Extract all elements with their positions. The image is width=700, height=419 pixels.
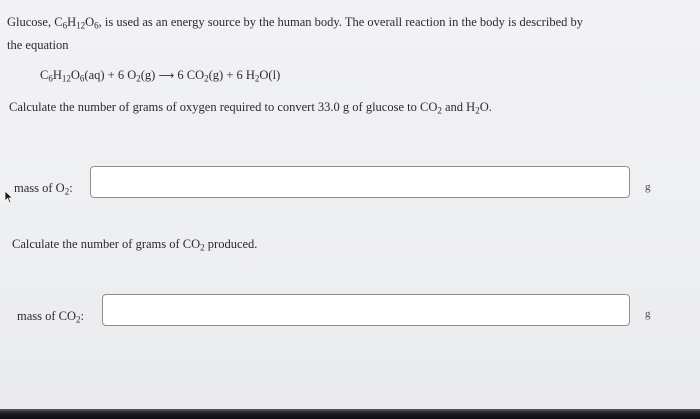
question-intro-line1: Glucose, $C_6H_{12}O_6$, is used as an energy source by the human body. The overall reaction in the body is described by	[7, 15, 583, 31]
prompt-co2: Calculate the number of grams of $CO_2$ produced.	[12, 237, 258, 253]
question-intro-line2: the equation	[7, 38, 69, 52]
reaction-equation: $C_6H_{12}O_6(aq) + 6$ $O_2(g)$ ⟶ 6 $CO_2(g) + 6$ $H_2O(l)$	[40, 68, 281, 84]
mouse-pointer-icon	[4, 190, 14, 204]
screen-bottom-edge	[0, 409, 700, 419]
mass-o2-input[interactable]	[90, 166, 630, 198]
reaction-arrow: ⟶	[158, 69, 175, 82]
reactant-glucose: $C_6H_{12}O_6(aq)$	[40, 68, 105, 84]
mass-o2-unit: g	[645, 181, 651, 193]
product-water: 6 $H_2O(l)$	[236, 68, 281, 84]
prompt-oxygen: Calculate the number of grams of oxygen required to convert 33.0 g of glucose to $CO_2$ and $H_2O$.	[9, 100, 492, 116]
product-co2: 6 $CO_2(g)$	[177, 68, 224, 84]
mass-co2-label: mass of $CO_2$:	[17, 309, 85, 325]
mass-co2-input[interactable]	[102, 294, 630, 326]
mass-co2-unit: g	[645, 308, 651, 320]
mass-o2-label: mass of $O_2$:	[14, 181, 73, 197]
reactant-oxygen: 6 $O_2(g)$	[117, 68, 156, 84]
